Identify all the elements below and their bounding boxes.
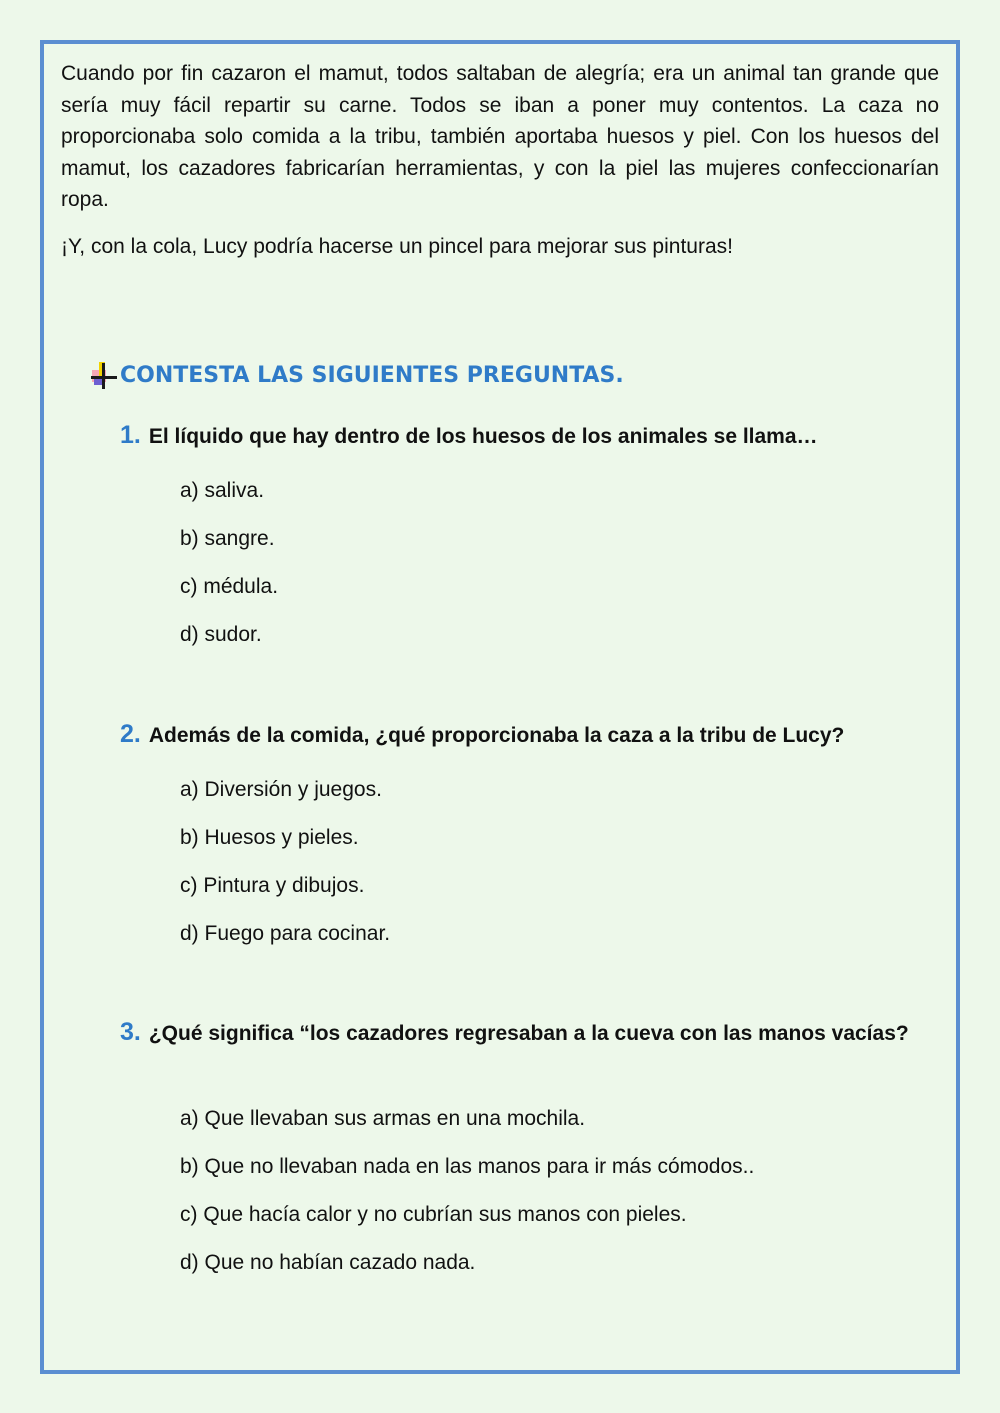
answer-option[interactable]: c) Que hacía calor y no cubrían sus manos con pieles. xyxy=(180,1203,687,1226)
answer-option[interactable]: b) sangre. xyxy=(180,527,275,550)
intro-paragraph: Cuando por fin cazaron el mamut, todos saltaban de alegría; era un animal tan grande que sería muy fácil repartir su carne. Todos se iban a poner muy contentos. La caza no proporcionaba solo comida a la tribu, también aportaba huesos y piel. Con los huesos del mamut, los cazadores fabricarían herramientas, y con la piel las mujeres confeccionarían ropa. xyxy=(61,62,939,211)
questions-heading xyxy=(90,360,624,390)
question-1 xyxy=(120,420,940,453)
question-3 xyxy=(120,1017,910,1050)
crosshair-icon xyxy=(90,360,118,390)
question-number: 2. xyxy=(120,720,141,748)
answer-option[interactable]: b) Que no llevaban nada en las manos para ir más cómodos.. xyxy=(180,1155,755,1178)
answer-option[interactable]: a) Que llevaban sus armas en una mochila. xyxy=(180,1107,586,1130)
answer-option[interactable]: c) médula. xyxy=(180,575,279,598)
question-text: El líquido que hay dentro de los huesos de los animales se llama… xyxy=(148,425,818,448)
answer-option[interactable]: a) Diversión y juegos. xyxy=(180,778,382,801)
answer-option[interactable]: b) Huesos y pieles. xyxy=(180,826,359,849)
answer-option[interactable]: d) Que no habían cazado nada. xyxy=(180,1251,476,1274)
answer-option[interactable]: d) sudor. xyxy=(180,623,262,646)
question-number: 1. xyxy=(120,421,141,449)
question-2 xyxy=(120,719,940,752)
question-text: ¿Qué significa “los cazadores regresaban a la cueva con las manos vacías? xyxy=(148,1022,909,1045)
question-text: Además de la comida, ¿qué proporcionaba la caza a la tribu de Lucy? xyxy=(148,724,845,747)
questions-heading-text: CONTESTA LAS SIGUIENTES PREGUNTAS. xyxy=(120,362,624,388)
answer-option[interactable]: d) Fuego para cocinar. xyxy=(180,922,391,945)
question-number: 3. xyxy=(120,1018,141,1046)
question-3-options xyxy=(180,1107,754,1299)
answer-option[interactable]: a) saliva. xyxy=(180,479,265,502)
answer-option[interactable]: c) Pintura y dibujos. xyxy=(180,874,365,897)
intro-closing-line: ¡Y, con la cola, Lucy podría hacerse un pincel para mejorar sus pinturas! xyxy=(61,235,733,258)
question-2-options xyxy=(180,778,390,970)
question-1-options xyxy=(180,479,278,671)
